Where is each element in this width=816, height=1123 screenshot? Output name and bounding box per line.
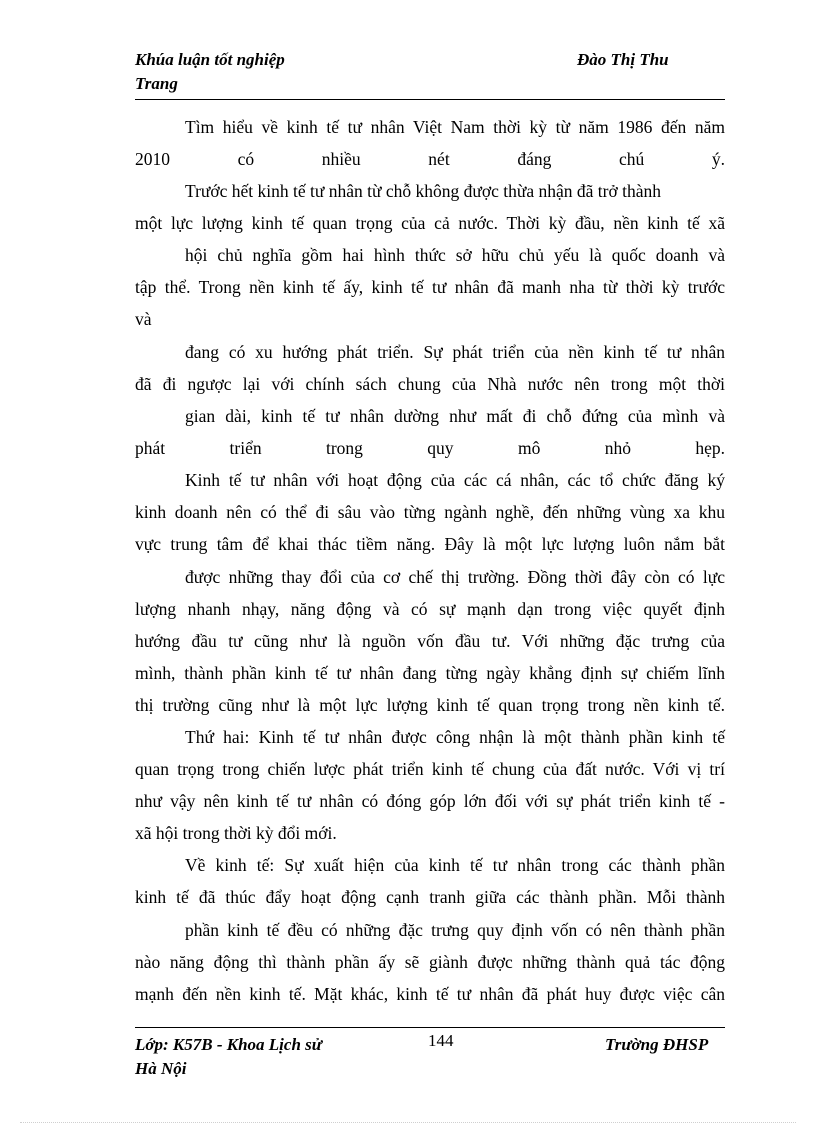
text-line: tập thể. Trong nền kinh tế ấy, kinh tế tư nhân đã manh nha từ thời kỳ trước xyxy=(135,277,725,297)
footer-university: Trường ĐHSP xyxy=(605,1035,709,1054)
text-line: đang có xu hướng phát triển. Sự phát triển của nền kinh tế tư nhân xyxy=(185,342,725,362)
header-page-label: Trang xyxy=(135,74,178,93)
text-line: được những thay đổi của cơ chế thị trường. Đồng thời đây còn có lực xyxy=(185,567,725,587)
text-line: nào năng động thì thành phần ấy sẽ giành được những thành quả tác động xyxy=(135,952,725,972)
header-left xyxy=(135,48,435,96)
text-line: 2010 có nhiều nét đáng chú ý. xyxy=(135,149,725,169)
text-line: Trước hết kinh tế tư nhân từ chỗ không được thừa nhận đã trở thành xyxy=(185,181,661,201)
text-line: Về kinh tế: Sự xuất hiện của kinh tế tư nhân trong các thành phần xyxy=(185,855,725,875)
page-number: 144 xyxy=(428,1031,454,1050)
text-line: Thứ hai: Kinh tế tư nhân được công nhận là một thành phần kinh tế xyxy=(185,727,725,747)
text-line: gian dài, kinh tế tư nhân dường như mất đi chỗ đứng của mình và xyxy=(185,406,725,426)
text-line: kinh doanh nên có thể đi sâu vào từng ngành nghề, đến những vùng xa khu xyxy=(135,502,725,522)
text-line: xã hội trong thời kỳ đổi mới. xyxy=(135,823,337,843)
header-author: Đào Thị Thu xyxy=(577,50,669,69)
text-line: và xyxy=(135,309,152,329)
text-line: đã đi ngược lại với chính sách chung của Nhà nước nên trong một thời xyxy=(135,374,725,394)
text-line: Kinh tế tư nhân với hoạt động của các cá nhân, các tổ chức đăng ký xyxy=(185,470,725,490)
text-line: kinh tế đã thúc đẩy hoạt động cạnh tranh giữa các thành phần. Mỗi thành xyxy=(135,887,725,907)
text-line: quan trọng trong chiến lược phát triển kinh tế chung của đất nước. Với vị trí xyxy=(135,759,725,779)
text-line: hướng đầu tư cũng như là nguồn vốn đầu tư. Với những đặc trưng của xyxy=(135,631,725,651)
text-line: một lực lượng kinh tế quan trọng của cả nước. Thời kỳ đầu, nền kinh tế xã xyxy=(135,213,725,233)
header-thesis-title: Khúa luận tốt nghiệp xyxy=(135,50,285,69)
text-line: hội chủ nghĩa gồm hai hình thức sở hữu chủ yếu là quốc doanh và xyxy=(185,245,725,265)
text-line: mình, thành phần kinh tế tư nhân đang từng ngày khẳng định sự chiếm lĩnh xyxy=(135,663,725,683)
text-line: phần kinh tế đều có những đặc trưng quy định vốn có nên thành phần xyxy=(185,920,725,940)
text-line: mạnh đến nền kinh tế. Mặt khác, kinh tế tư nhân đã phát huy được việc cân xyxy=(135,984,725,1004)
text-line: vực trung tâm để khai thác tiềm năng. Đây là một lực lượng luôn nắm bắt xyxy=(135,534,725,554)
text-line: như vậy nên kinh tế tư nhân có đóng góp lớn đối với sự phát triển kinh tế - xyxy=(135,791,725,811)
text-line: thị trường cũng như là một lực lượng kinh tế quan trọng trong nền kinh tế. xyxy=(135,695,725,715)
text-line: phát triển trong quy mô nhỏ hẹp. xyxy=(135,438,725,458)
footer-class: Lớp: K57B - Khoa Lịch sử xyxy=(135,1035,322,1054)
footer-rule xyxy=(135,1027,725,1028)
text-line: Tìm hiểu về kinh tế tư nhân Việt Nam thời kỳ từ năm 1986 đến năm xyxy=(185,117,725,137)
header-rule xyxy=(135,99,725,100)
footer-city: Hà Nội xyxy=(135,1059,187,1078)
text-line: lượng nhanh nhạy, năng động và có sự mạnh dạn trong việc quyết định xyxy=(135,599,725,619)
footer-left xyxy=(135,1033,415,1081)
